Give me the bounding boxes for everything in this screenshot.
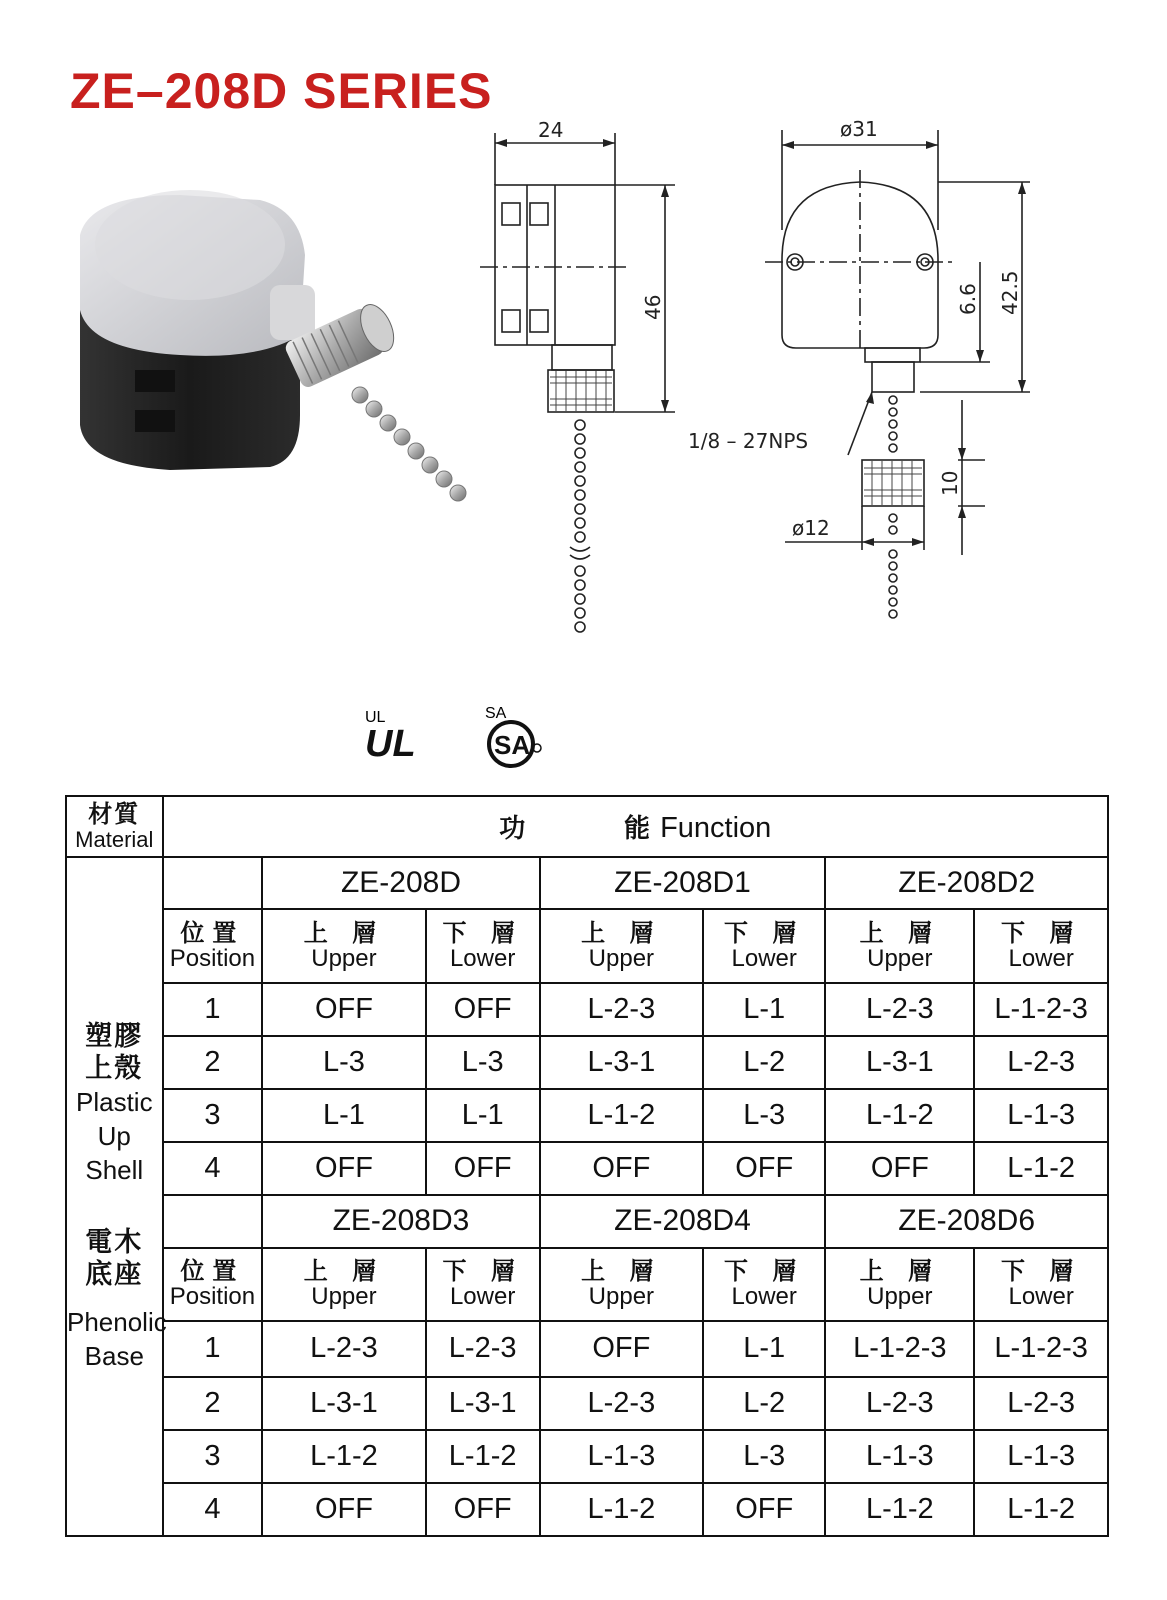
dim-thread: 1/8 – 27NPS	[688, 429, 809, 453]
product-photo	[60, 175, 490, 575]
upper-header: 上 層 Upper	[262, 909, 425, 982]
upper-header: 上 層 Upper	[540, 1248, 703, 1321]
upper-header: 上 層 Upper	[825, 1248, 974, 1321]
model-header: ZE-208D4	[540, 1195, 826, 1248]
lower-header: 下 層 Lower	[703, 1248, 825, 1321]
upper-header: 上 層 Upper	[262, 1248, 425, 1321]
dim-knob-diameter-12: ø12	[792, 516, 830, 540]
position-header: 位置 Position	[163, 1248, 263, 1321]
dim-height-46: 46	[641, 294, 665, 320]
table-row: 2 L-3 L-3 L-3-1 L-2 L-3-1 L-2-3	[66, 1036, 1108, 1089]
csa-logo	[485, 705, 545, 770]
svg-text:UL: UL	[365, 709, 386, 726]
lower-header: 下 層 Lower	[426, 909, 540, 982]
table-row: 1 L-2-3 L-2-3 OFF L-1 L-1-2-3 L-1-2-3	[66, 1321, 1108, 1377]
function-header: 功 能 Function	[163, 796, 1108, 857]
position-header: 位置 Position	[163, 909, 263, 982]
svg-text:SA: SA	[494, 730, 531, 760]
page-title: ZE–208D SERIES	[70, 63, 493, 119]
dim-height-42-5: 42.5	[998, 270, 1022, 315]
model-header: ZE-208D	[262, 857, 539, 909]
model-header: ZE-208D2	[825, 857, 1108, 909]
table-row: 4 OFF OFF OFF OFF OFF L-1-2	[66, 1142, 1108, 1195]
table-row: 3 L-1-2 L-1-2 L-1-3 L-3 L-1-3 L-1-3	[66, 1430, 1108, 1483]
blank-cell	[163, 857, 263, 909]
lower-header: 下 層 Lower	[974, 909, 1108, 982]
upper-header: 上 層 Upper	[825, 909, 974, 982]
lower-header: 下 層 Lower	[974, 1248, 1108, 1321]
table-row: 4 OFF OFF L-1-2 OFF L-1-2 L-1-2	[66, 1483, 1108, 1536]
dim-knob-10: 10	[938, 470, 962, 496]
material-column: 塑膠 上殼 Plastic Up Shell 電木 底座 Phenolic Base	[66, 857, 163, 1536]
blank-cell	[163, 1195, 263, 1248]
lower-header: 下 層 Lower	[426, 1248, 540, 1321]
dim-width-24: 24	[538, 118, 564, 142]
ul-logo	[365, 709, 445, 765]
svg-text:SA: SA	[485, 705, 507, 722]
function-table	[65, 795, 1109, 1537]
upper-header: 上 層 Upper	[540, 909, 703, 982]
lower-header: 下 層 Lower	[703, 909, 825, 982]
model-header: ZE-208D3	[262, 1195, 539, 1248]
model-header: ZE-208D1	[540, 857, 826, 909]
side-view-drawing	[480, 115, 710, 650]
svg-text:UL: UL	[365, 723, 416, 765]
dim-diameter-31: ø31	[840, 117, 878, 141]
table-row: 1 OFF OFF L-2-3 L-1 L-2-3 L-1-2-3	[66, 983, 1108, 1036]
dim-offset-6-6: 6.6	[956, 283, 980, 315]
material-header: 材質 Material	[66, 796, 163, 857]
table-row: 3 L-1 L-1 L-1-2 L-3 L-1-2 L-1-3	[66, 1089, 1108, 1142]
model-header: ZE-208D6	[825, 1195, 1108, 1248]
table-row: 2 L-3-1 L-3-1 L-2-3 L-2 L-2-3 L-2-3	[66, 1377, 1108, 1430]
front-view-drawing	[688, 110, 1080, 655]
